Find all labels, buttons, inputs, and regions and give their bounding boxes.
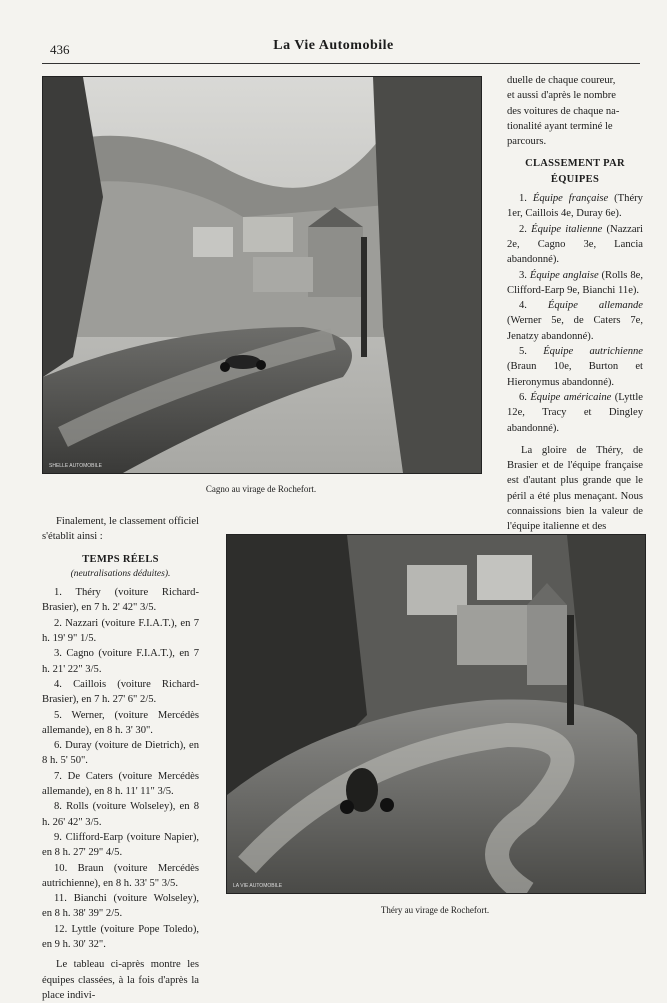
right-intro-line: tionalité ayant terminé le (507, 120, 613, 132)
right-intro-line: parcours. (507, 136, 547, 148)
team-item: 1. Équipe française (Théry 1er, Caillois 4e, Duray 6e). (507, 193, 643, 220)
result-item: 6. Duray (voiture de Dietrich), en 8 h. 5' 50". (42, 740, 199, 767)
team-item: 6. Équipe américaine (Lyttle 12e, Tracy et Dingley abandonné). (507, 391, 643, 434)
classement-heading-2: ÉQUIPES (550, 173, 600, 185)
temps-reels-subheading: (neutralisations déduites). (70, 568, 171, 579)
photo-cagno-image (43, 77, 481, 473)
header-rule (42, 63, 640, 64)
right-closing-paragraph: La gloire de Théry, de Brasier et de l'équipe française est d'autant plus grande que le péril a été plus menaçant. Nous connaissions bien la valeur de l'équipe italienne et des (507, 444, 643, 533)
result-item: 10. Braun (voiture Mercédès autrichienne), en 8 h. 33' 5" 3/5. (42, 862, 199, 889)
result-item: 7. De Caters (voiture Mercédès allemande), en 8 h. 11' 11" 3/5. (42, 770, 199, 798)
result-item: 9. Clifford-Earp (voiture Napier), en 8 h. 27' 29" 4/5. (42, 831, 199, 859)
page-number: 436 (50, 42, 70, 57)
left-closing-paragraph: Le tableau ci-après montre les équipes classées, à la fois d'après la place indivi- (42, 959, 199, 1001)
result-item: 3. Cagno (voiture F.I.A.T.), en 7 h. 21' 22" 3/5. (42, 648, 199, 675)
result-item: 11. Bianchi (voiture Wolseley), en 8 h. 38' 39" 2/5. (42, 893, 199, 920)
result-item: 1. Théry (voiture Richard-Brasier), en 7 h. 2' 42" 3/5. (42, 587, 199, 614)
right-intro-line: duelle de chaque coureur, (507, 75, 616, 86)
left-intro-paragraph: Finalement, le classement officiel s'établit ainsi : (42, 516, 199, 543)
photo-thery-credit: LA VIE AUTOMOBILE (233, 883, 283, 889)
classement-heading: CLASSEMENT PAR (525, 158, 625, 170)
right-intro-line: des voitures de chaque na- (507, 105, 620, 117)
result-item: 2. Nazzari (voiture F.I.A.T.), en 7 h. 19' 9" 1/5. (42, 617, 199, 645)
result-item: 8. Rolls (voiture Wolseley), en 8 h. 26' 42" 3/5. (42, 801, 199, 828)
journal-title: La Vie Automobile (273, 38, 394, 53)
left-column (42, 514, 199, 1003)
caption-thery: Théry au virage de Rochefort. (380, 905, 490, 915)
result-item: 5. Werner, (voiture Mercédès allemande), en 8 h. 3' 30". (42, 709, 199, 736)
caption-cagno: Cagno au virage de Rochefort. (205, 484, 317, 494)
photo-thery-image (227, 535, 645, 893)
photo-thery (226, 534, 646, 894)
team-item: 4. Équipe allemande (Werner 5e, de Caters 7e, Jenatzy abandonné). (507, 300, 643, 342)
team-item: 3. Équipe anglaise (Rolls 8e, Clifford-Earp 9e, Bianchi 11e). (507, 269, 643, 296)
photo-cagno (42, 76, 482, 474)
photo-cagno-credit: SHELLE AUTOMOBILE (49, 463, 102, 469)
team-item: 5. Équipe autrichienne (Braun 10e, Burton et Hieronymus abandonné). (507, 346, 643, 388)
team-item: 2. Équipe italienne (Nazzari 2e, Cagno 3e, Lancia abandonné). (507, 223, 643, 266)
right-column (507, 73, 643, 535)
temps-reels-heading: TEMPS RÉELS (82, 553, 159, 565)
result-item: 4. Caillois (voiture Richard-Brasier), en 7 h. 27' 6" 2/5. (42, 678, 199, 706)
result-item: 12. Lyttle (voiture Pope Toledo), en 9 h. 30' 32". (42, 923, 199, 951)
right-intro-line: et aussi d'après le nombre (507, 90, 616, 102)
